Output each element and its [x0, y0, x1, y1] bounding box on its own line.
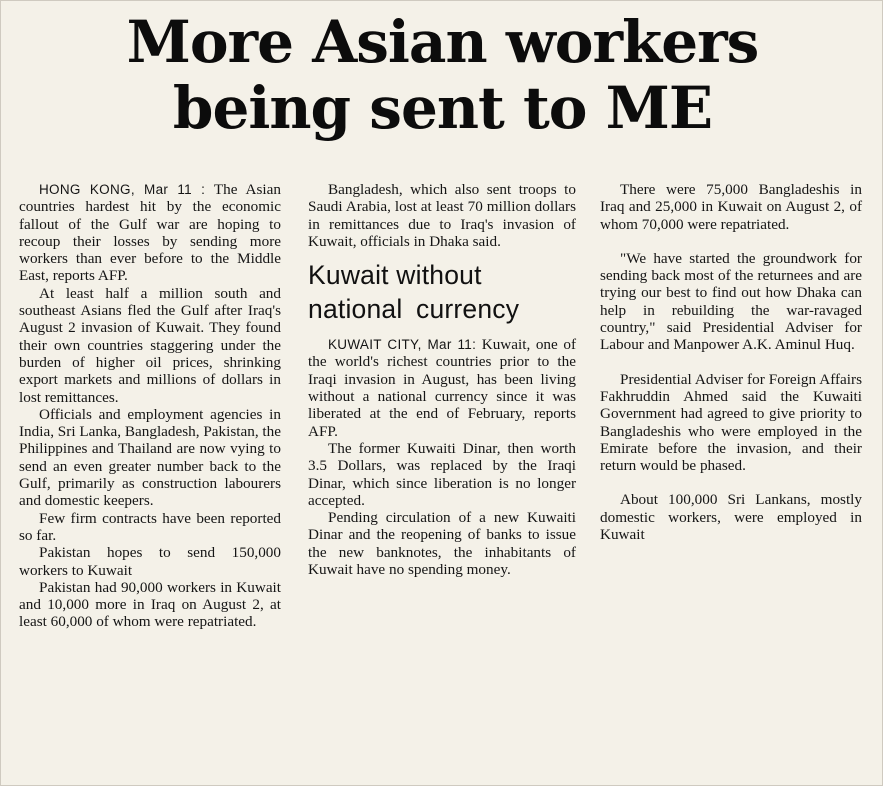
paragraph: Presidential Adviser for Foreign Affairs Fakhruddin Ahmed said the Kuwaiti Government had agreed to give priority to Bangladeshis who were employed in the Emirate before the invasion, and their return would be phased.	[600, 370, 862, 475]
headline	[1, 9, 883, 141]
dateline: KUWAIT CITY, Mar 11:	[328, 337, 477, 353]
column-2	[308, 181, 576, 578]
headline-line-2: being sent to ME	[172, 74, 713, 142]
paragraph: Bangladesh, which also sent troops to Saudi Arabia, lost at least 70 million dollars in remittances due to Iraq's invasion of Kuwait, officials in Dhaka said.	[308, 181, 576, 250]
paragraph: Few firm contracts have been reported so far.	[19, 509, 281, 544]
article-lead	[19, 181, 281, 285]
lead-text: The Asian countries hardest hit by the economic fallout of the Gulf war are hoping to recoup their losses by sending more workers than ever before to the Middle East, reports AFP.	[19, 181, 281, 285]
article-lead	[308, 336, 576, 440]
paragraph: There were 75,000 Bangladeshis in Iraq and 25,000 in Kuwait on August 2, of whom 70,000 were repatriated.	[600, 181, 862, 233]
paragraph: "We have started the groundwork for sending back most of the returnees and are trying our best to find out how Dhaka can help in rebuilding the war-ravaged country," said Presidential Adviser for Labour and Manpower A.K. Aminul Huq.	[600, 249, 862, 354]
paragraph: Pakistan hopes to send 150,000 workers to Kuwait	[19, 544, 281, 579]
lead-text: Kuwait, one of the world's richest countries prior to the Iraqi invasion in August, has been living without a national currency since it was liberated at the end of February, reports AFP.	[308, 336, 577, 440]
subheadline-line-2: national currency	[308, 294, 520, 325]
column-1	[19, 181, 281, 631]
paragraph: Officials and employment agencies in India, Sri Lanka, Bangladesh, Pakistan, the Philippines and Thailand are now vying to send an even greater number back to the Gulf, primarily as construction labourers and domestic keepers.	[19, 405, 281, 510]
dateline: HONG KONG, Mar 11 :	[39, 182, 206, 197]
paragraph: Pending circulation of a new Kuwaiti Dinar and the reopening of banks to issue the new banknotes, the inhabitants of Kuwait have no spending money.	[308, 509, 576, 579]
paragraph: About 100,000 Sri Lankans, mostly domestic workers, were employed in Kuwait	[600, 491, 862, 544]
paragraph: Pakistan had 90,000 workers in Kuwait and 10,000 more in Iraq on August 2, at least 60,000 of whom were repatriated.	[19, 578, 281, 631]
headline-line-1: More Asian workers	[126, 8, 759, 76]
paragraph: At least half a million south and southeast Asians fled the Gulf after Iraq's August 2 invasion of Kuwait. They found their own countries staggering under the burden of higher oil prices, shrinking export markets and millions of dollars in lost remittances.	[19, 284, 281, 406]
subheadline-line-1: Kuwait without	[308, 260, 482, 291]
subheadline	[308, 258, 576, 326]
paragraph: The former Kuwaiti Dinar, then worth 3.5 Dollars, was replaced by the Iraqi Dinar, which since liberation is no longer accepted.	[308, 439, 576, 509]
column-3	[600, 181, 862, 543]
